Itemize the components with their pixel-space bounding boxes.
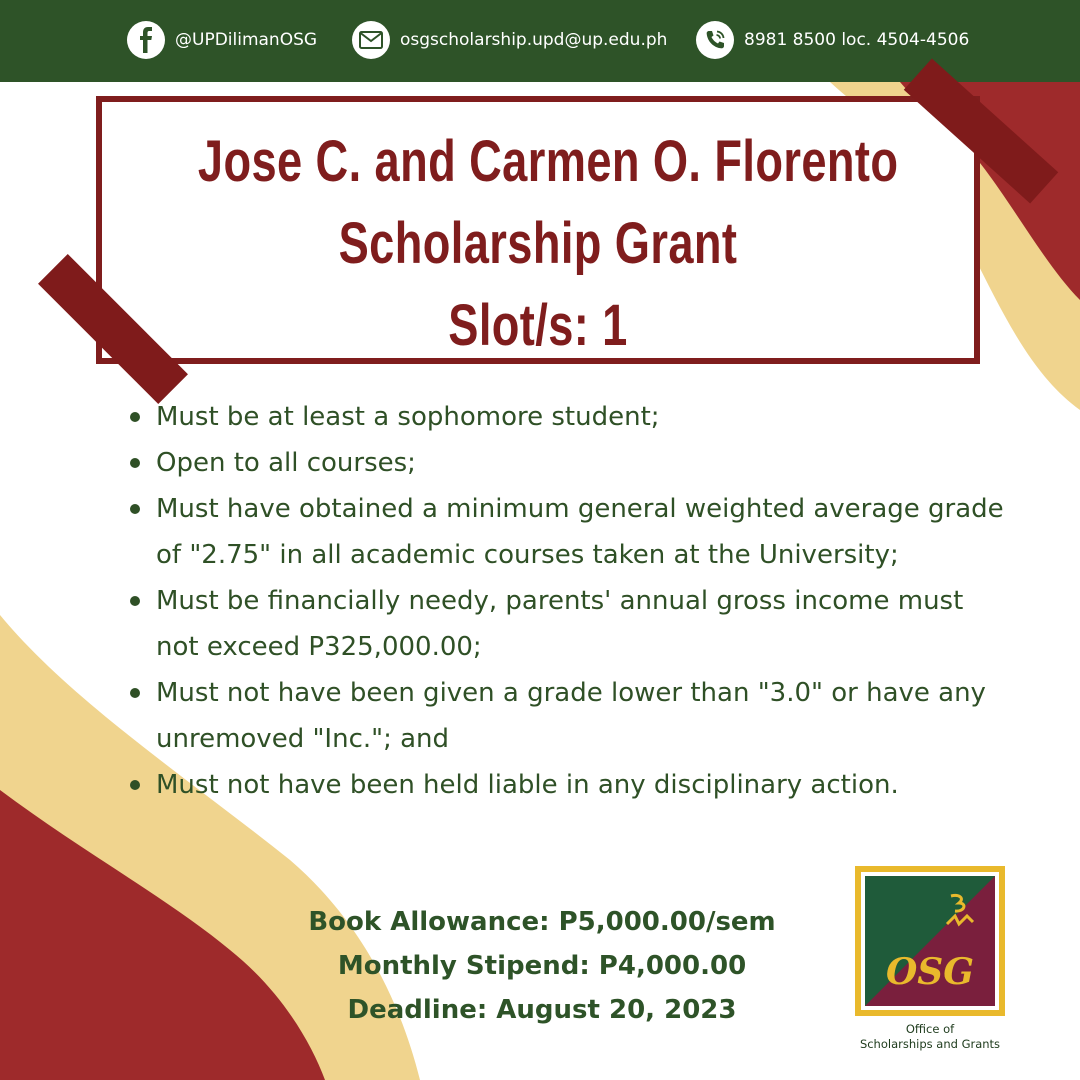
bullet-icon [130, 504, 140, 514]
slots-count: Slot/s: 1 [448, 293, 628, 358]
facebook-handle: @UPDilimanOSG [175, 30, 318, 50]
monthly-stipend: Monthly Stipend: P4,000.00 [337, 951, 747, 981]
logo-text: OSG [885, 951, 975, 993]
bullet-icon [130, 780, 140, 790]
book-allowance: Book Allowance: P5,000.00/sem [308, 907, 776, 937]
title-line-2: Scholarship Grant [338, 211, 738, 276]
facebook-icon [127, 21, 165, 59]
list-item: Must be at least a sophomore student; [128, 394, 1008, 440]
title-box [96, 96, 980, 364]
list-item: Must be financially needy, parents' annual gross income must not exceed P325,000.00; [128, 578, 1008, 670]
logo-caption: Office of Scholarships and Grants [859, 1022, 1001, 1051]
title-line-1: Jose C. and Carmen O. Florento [197, 129, 899, 194]
list-item: Must not have been given a grade lower than "3.0" or have any unremoved "Inc."; and [128, 670, 1008, 762]
bullet-icon [130, 412, 140, 422]
osg-logo [855, 866, 1005, 1016]
bullet-icon [130, 458, 140, 468]
bullet-icon [130, 596, 140, 606]
email-contact[interactable] [352, 19, 667, 61]
facebook-contact[interactable] [127, 19, 317, 61]
deadline: Deadline: August 20, 2023 [347, 995, 737, 1025]
phone-icon [696, 21, 734, 59]
benefits-block [262, 900, 822, 1032]
bullet-icon [130, 688, 140, 698]
mail-icon [352, 21, 390, 59]
requirements-list [128, 394, 1008, 808]
list-item: Must have obtained a minimum general weighted average grade of "2.75" in all academic courses taken at the University; [128, 486, 1008, 578]
list-item: Must not have been held liable in any disciplinary action. [128, 762, 1008, 808]
list-item: Open to all courses; [128, 440, 1008, 486]
contact-bar [0, 0, 1080, 82]
email-address: osgscholarship.upd@up.edu.ph [400, 30, 668, 50]
phone-contact[interactable] [696, 19, 969, 61]
phone-number: 8981 8500 loc. 4504-4506 [744, 30, 970, 50]
